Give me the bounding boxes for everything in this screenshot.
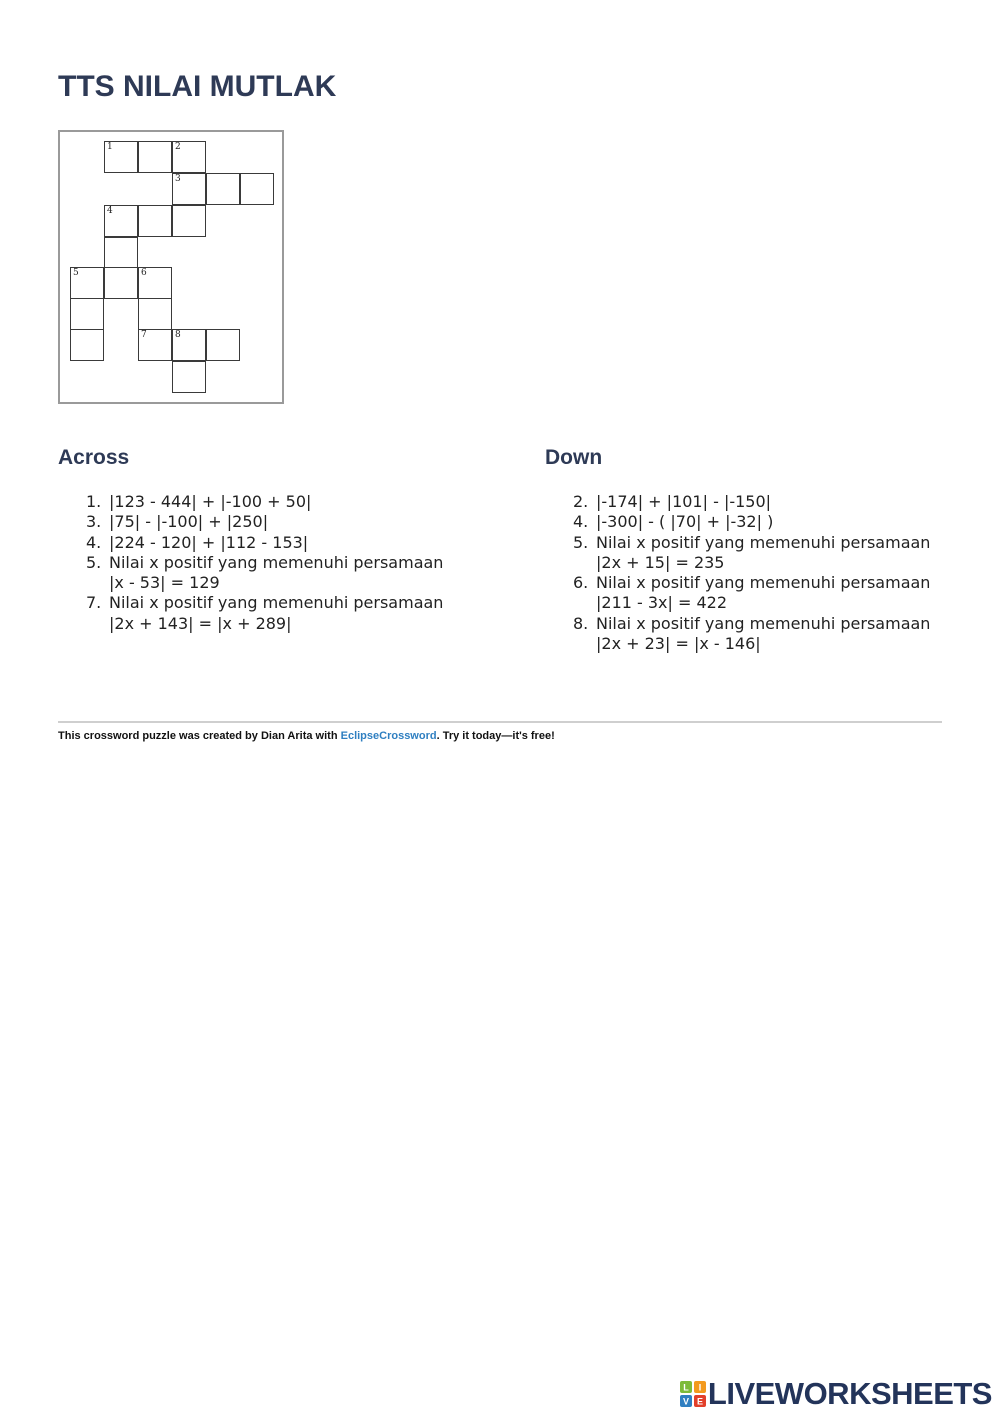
down-clue: 6. Nilai x positif yang memenuhi persamaan |211 - 3x| = 422: [573, 573, 931, 613]
grid-cell[interactable]: [172, 205, 206, 237]
cell-number: 4: [107, 206, 113, 216]
cell-number: 7: [141, 330, 147, 340]
logo-letter: V: [682, 1396, 689, 1407]
grid-cell[interactable]: [138, 329, 172, 361]
across-clue: 4. |224 - 120| + |112 - 153|: [86, 532, 309, 552]
footer-prefix: This crossword puzzle was created by Dian Arita with: [58, 730, 341, 742]
logo-letter: E: [696, 1396, 703, 1407]
footer-credit: [58, 730, 555, 742]
grid-cell[interactable]: [206, 173, 240, 205]
cell-number: 3: [175, 174, 181, 184]
grid-cell[interactable]: [138, 205, 172, 237]
down-clue: 2. |-174| + |101| - |-150|: [573, 492, 772, 511]
grid-cell[interactable]: [70, 267, 104, 299]
cell-number: 8: [175, 330, 181, 340]
footer-suffix: . Try it today—it's free!: [436, 730, 555, 742]
grid-cell[interactable]: [138, 267, 172, 299]
grid-cell[interactable]: [104, 237, 138, 269]
across-heading: Across: [58, 446, 130, 469]
down-clue: 5. Nilai x positif yang memenuhi persamaan |2x + 15| = 235: [573, 532, 931, 572]
grid-cell[interactable]: [138, 298, 172, 330]
eclipsecrossword-link[interactable]: EclipseCrossword: [340, 730, 437, 742]
grid-cell[interactable]: [172, 329, 206, 361]
down-heading: Down: [545, 446, 603, 469]
across-clue-list: [58, 492, 498, 634]
grid-cell[interactable]: [70, 329, 104, 361]
grid-cell[interactable]: [172, 141, 206, 173]
cell-number: 5: [73, 268, 79, 278]
footer-divider: [58, 721, 942, 723]
grid-cell[interactable]: [240, 173, 274, 205]
across-clue: 3. |75| - |-100| + |250|: [86, 512, 269, 532]
grid-cell[interactable]: [138, 141, 172, 173]
cell-number: 6: [141, 268, 147, 278]
grid-cell[interactable]: [172, 361, 206, 393]
across-clue: 1. |123 - 444| + |-100 + 50|: [86, 492, 312, 511]
cell-number: 2: [175, 142, 181, 152]
grid-cell[interactable]: [104, 267, 138, 299]
logo-letter: I: [698, 1382, 702, 1393]
logo-letter: L: [683, 1382, 689, 1393]
brand-text: LIVEWORKSHEETS: [707, 1376, 992, 1411]
crossword-grid: [58, 130, 284, 404]
grid-cell[interactable]: [104, 205, 138, 237]
grid-cell[interactable]: [172, 173, 206, 205]
across-clue: 5. Nilai x positif yang memenuhi persamaan |x - 53| = 129: [86, 552, 444, 593]
cell-number: 1: [107, 142, 113, 152]
down-clue: 8. Nilai x positif yang memenuhi persamaan |2x + 23| = |x - 146|: [573, 613, 931, 654]
grid-cell[interactable]: [70, 298, 104, 330]
grid-cell[interactable]: [206, 329, 240, 361]
down-clue: 4. |-300| - ( |70| + |-32| ): [573, 512, 774, 532]
liveworksheets-brand[interactable]: [680, 1376, 992, 1412]
liveworksheets-logo-icon: [680, 1381, 706, 1407]
grid-cell[interactable]: [104, 141, 138, 173]
page-title: TTS NILAI MUTLAK: [58, 70, 337, 103]
down-clue-list: [545, 492, 985, 654]
across-clue: 7. Nilai x positif yang memenuhi persamaan |2x + 143| = |x + 289|: [86, 593, 444, 633]
